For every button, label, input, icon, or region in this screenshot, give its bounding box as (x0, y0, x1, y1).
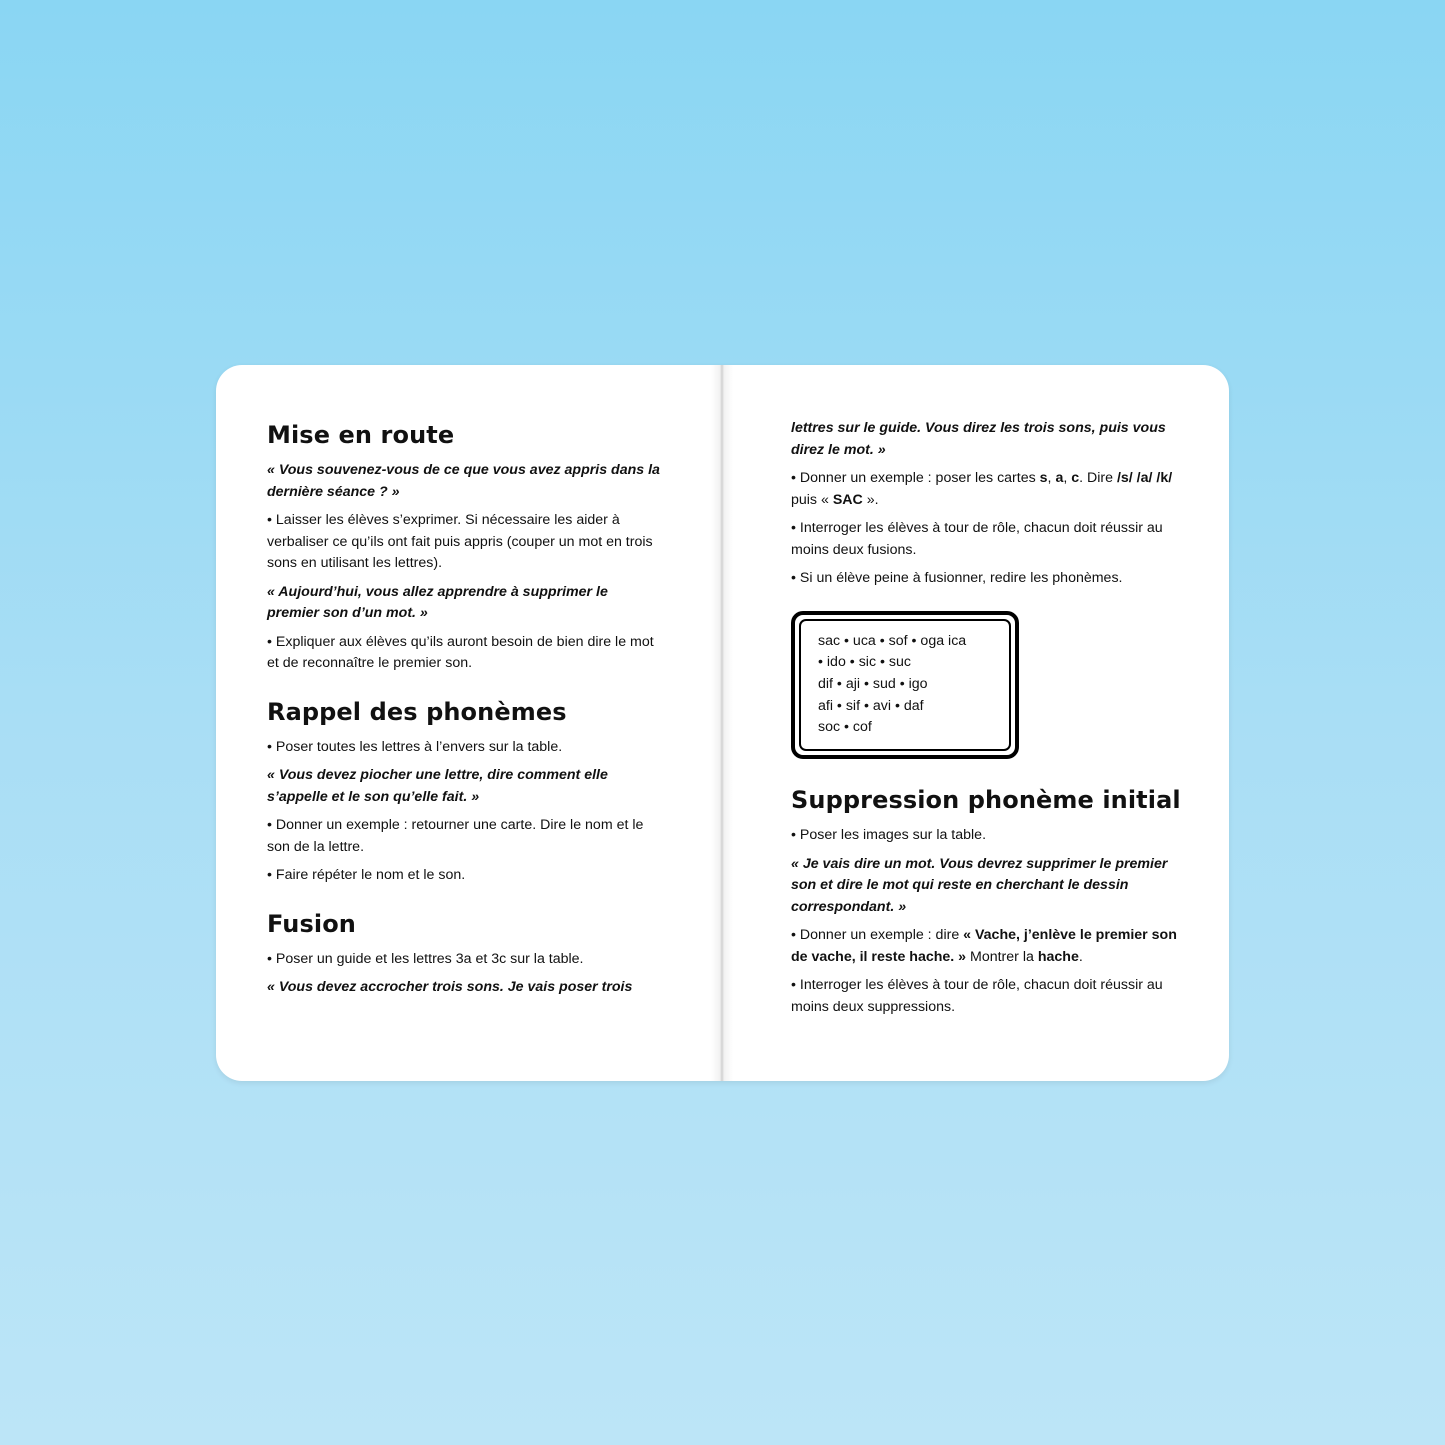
letter-s: s (1039, 470, 1048, 486)
phoneme-notation: /s/ /a/ /k/ (1116, 470, 1173, 486)
quote-text: « Vous devez accrocher trois sons. Je vais poser trois (267, 979, 633, 995)
word-sac: SAC (832, 491, 863, 508)
word-list-box (791, 611, 1019, 760)
bullet-segment: . (1078, 948, 1083, 965)
right-page (791, 365, 1186, 1081)
section-title-suppression-phoneme-initial: Suppression phonème initial (791, 786, 1181, 815)
section-title-fusion: Fusion (267, 909, 356, 938)
section-title-rappel-des-phonemes: Rappel des phonèmes (267, 697, 567, 726)
bullet-text: • Interroger les élèves à tour de rôle, chacun doit réussir au moins deux suppressions. (791, 977, 1163, 1015)
word-list-line: sac • uca • sof • oga ica (818, 632, 967, 649)
word-list-line: dif • aji • sud • igo (818, 675, 928, 692)
word-list-line: afi • sif • avi • daf (818, 697, 924, 714)
bullet-segment: , (1063, 470, 1072, 486)
bullet-text: • Expliquer aux élèves qu’ils auront besoin de bien dire le mot et de reconnaître le premier son. (267, 633, 654, 671)
booklet-spine (711, 365, 733, 1081)
bullet-text: • Poser les images sur la table. (791, 827, 987, 844)
bullet-segment: . Dire (1079, 470, 1117, 486)
bullet-text: • Faire répéter le nom et le son. (267, 867, 466, 883)
bullet-text (791, 468, 1186, 511)
word-list-line: • ido • sic • suc (818, 654, 911, 671)
letter-a: a (1055, 470, 1064, 486)
bullet-text: • Si un élève peine à fusionner, redire les phonèmes. (791, 570, 1123, 586)
bullet-text (791, 925, 1186, 968)
quote-text: « Vous devez piocher une lettre, dire comment elle s’appelle et le son qu’elle fait. » (267, 767, 608, 805)
letter-c: c (1071, 470, 1080, 486)
open-booklet (216, 365, 1229, 1081)
bullet-text: • Donner un exemple : retourner une carte. Dire le nom et le son de la lettre. (267, 817, 644, 855)
bullet-segment: ». (862, 491, 879, 508)
left-page (267, 365, 662, 1081)
bullet-segment: puis « (791, 491, 833, 508)
word-hache: hache (1037, 948, 1079, 965)
example-quote: « Vache, j’enlève le premier son de vache, il reste hache. » (791, 927, 1177, 965)
quote-text: « Je vais dire un mot. Vous devrez supprimer le premier son et dire le mot qui reste en cherchant le dessin correspondant. » (791, 855, 1168, 915)
word-list-inner (799, 619, 1011, 752)
bullet-segment: • Donner un exemple : dire (791, 927, 964, 944)
bullet-text: • Interroger les élèves à tour de rôle, chacun doit réussir au moins deux fusions. (791, 520, 1163, 558)
bullet-text: • Laisser les élèves s’exprimer. Si nécessaire les aider à verbaliser ce qu’ils ont fait puis appris (couper un mot en trois sons en utilisant les lettres). (267, 512, 653, 571)
word-list-line: soc • cof (818, 719, 872, 736)
bullet-segment: , (1047, 470, 1056, 486)
bullet-segment: • Donner un exemple : poser les cartes (791, 470, 1040, 486)
bullet-text: • Poser un guide et les lettres 3a et 3c sur la table. (267, 950, 584, 967)
section-title-mise-en-route: Mise en route (267, 421, 455, 449)
quote-text: « Aujourd’hui, vous allez apprendre à supprimer le premier son d’un mot. » (267, 583, 608, 621)
bullet-segment: Montrer la (966, 948, 1038, 965)
bullet-text: • Poser toutes les lettres à l’envers sur la table. (267, 738, 563, 755)
quote-text: lettres sur le guide. Vous direz les trois sons, puis vous direz le mot. » (791, 420, 1166, 458)
quote-text: « Vous souvenez-vous de ce que vous avez appris dans la dernière séance ? » (267, 462, 660, 500)
